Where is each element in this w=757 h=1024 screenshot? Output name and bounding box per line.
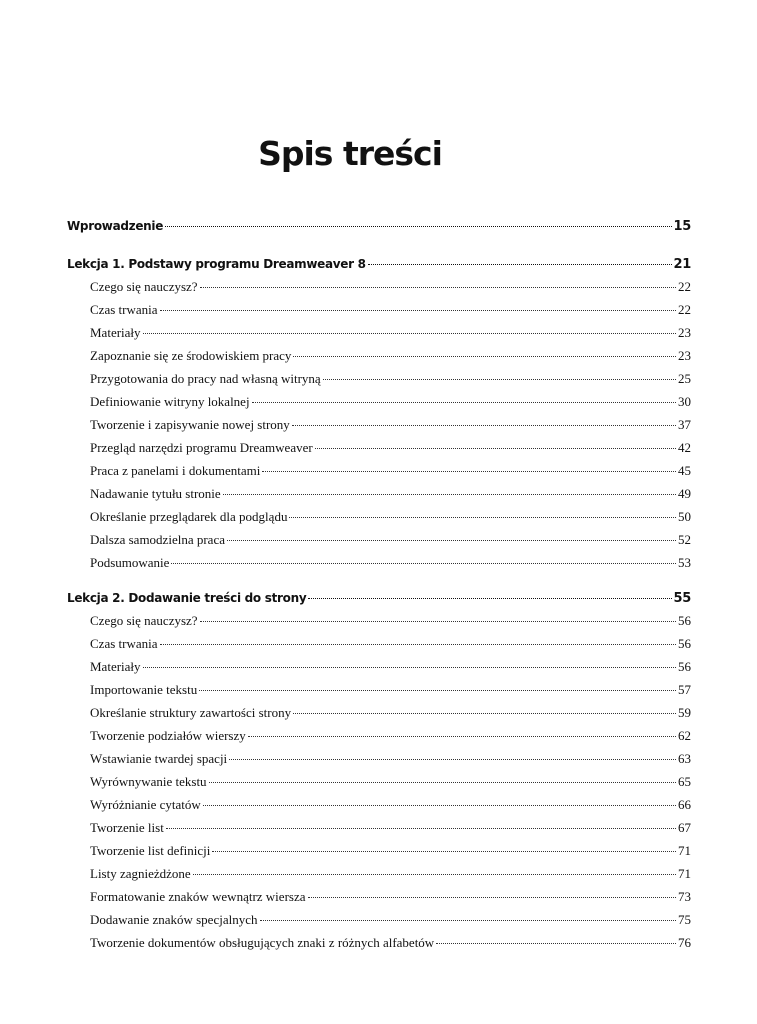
toc-entry-label: Przygotowania do pracy nad własną witryną: [90, 371, 321, 386]
toc-entry-label: Materiały: [90, 659, 141, 674]
toc-entry-page-number: 23: [678, 348, 691, 363]
toc-leader-dots: [166, 824, 676, 829]
toc-leader-dots: [165, 222, 671, 227]
toc-entry-label: Przegląd narzędzi programu Dreamweaver: [90, 440, 313, 455]
toc-entry-page-number: 22: [678, 302, 691, 317]
toc-leader-dots: [252, 398, 676, 403]
toc-section-entry[interactable]: [67, 797, 691, 813]
toc-leader-dots: [229, 755, 676, 760]
toc-leader-dots: [248, 732, 676, 737]
toc-section-entry[interactable]: [67, 889, 691, 905]
toc-entry-page-number: 76: [678, 935, 691, 950]
toc-leader-dots: [308, 893, 677, 898]
toc-section-entry[interactable]: [67, 820, 691, 836]
toc-entry-page-number: 65: [678, 774, 691, 789]
toc-entry-label: Importowanie tekstu: [90, 682, 198, 697]
toc-entry-page-number: 75: [678, 912, 691, 927]
toc-section-entry[interactable]: [67, 912, 691, 928]
toc-entry-page-number: 23: [678, 325, 691, 340]
toc-entry-page-number: 53: [678, 555, 691, 570]
toc-section-entry[interactable]: [67, 728, 691, 744]
toc-section-entry[interactable]: [67, 417, 691, 433]
toc-leader-dots: [293, 709, 676, 714]
toc-entry-label: Tworzenie list definicji: [90, 843, 211, 858]
toc-entry-page-number: 73: [678, 889, 691, 904]
toc-entry-label: Wstawianie twardej spacji: [90, 751, 228, 766]
toc-entry-label: Określanie struktury zawartości strony: [90, 705, 292, 720]
toc-entry-page-number: 22: [678, 279, 691, 294]
toc-section-entry[interactable]: [67, 843, 691, 859]
toc-entry-page-number: 57: [678, 682, 691, 697]
toc-entry-label: Czas trwania: [90, 302, 158, 317]
toc-section-entry[interactable]: [67, 613, 691, 629]
toc-leader-dots: [160, 306, 676, 311]
toc-entry-page-number: 71: [678, 866, 691, 881]
toc-leader-dots: [212, 847, 676, 852]
toc-leader-dots: [200, 617, 676, 622]
toc-entry-label: Wprowadzenie: [67, 219, 164, 233]
toc-entry-label: Tworzenie i zapisywanie nowej strony: [90, 417, 290, 432]
toc-chapter-entry[interactable]: [67, 590, 691, 607]
toc-entry-label: Określanie przeglądarek dla podglądu: [90, 509, 288, 524]
toc-leader-dots: [323, 375, 676, 380]
toc-entry-label: Podsumowanie: [90, 555, 170, 570]
toc-entry-label: Lekcja 2. Dodawanie treści do strony: [67, 591, 307, 605]
toc-entry-label: Zapoznanie się ze środowiskiem pracy: [90, 348, 292, 363]
toc-section-entry[interactable]: [67, 751, 691, 767]
page-title: Spis treści: [258, 134, 442, 173]
toc-entry-label: Wyróżnianie cytatów: [90, 797, 201, 812]
toc-leader-dots: [160, 640, 676, 645]
toc-entry-page-number: 21: [673, 257, 691, 272]
toc-entry-label: Definiowanie witryny lokalnej: [90, 394, 250, 409]
toc-entry-page-number: 71: [678, 843, 691, 858]
toc-section-entry[interactable]: [67, 394, 691, 410]
toc-section-entry[interactable]: [67, 325, 691, 341]
toc-leader-dots: [293, 352, 676, 357]
toc-section-entry[interactable]: [67, 440, 691, 456]
toc-section-entry[interactable]: [67, 302, 691, 318]
toc-section-entry[interactable]: [67, 866, 691, 882]
toc-leader-dots: [292, 421, 676, 426]
toc-section-entry[interactable]: [67, 348, 691, 364]
toc-entry-page-number: 45: [678, 463, 691, 478]
toc-leader-dots: [199, 686, 676, 691]
toc-entry-label: Dodawanie znaków specjalnych: [90, 912, 258, 927]
toc-entry-page-number: 56: [678, 659, 691, 674]
toc-leader-dots: [289, 513, 676, 518]
toc-entry-label: Materiały: [90, 325, 141, 340]
toc-entry-label: Listy zagnieżdżone: [90, 866, 191, 881]
toc-section-entry[interactable]: [67, 636, 691, 652]
toc-entry-page-number: 15: [673, 219, 691, 234]
toc-entry-page-number: 56: [678, 636, 691, 651]
toc-entry-label: Nadawanie tytułu stronie: [90, 486, 221, 501]
toc-leader-dots: [143, 663, 676, 668]
toc-leader-dots: [436, 939, 676, 944]
toc-section-entry[interactable]: [67, 279, 691, 295]
toc-leader-dots: [368, 260, 672, 265]
toc-leader-dots: [203, 801, 676, 806]
toc-section-entry[interactable]: [67, 774, 691, 790]
toc-leader-dots: [308, 594, 671, 599]
toc-leader-dots: [223, 490, 676, 495]
toc-section-entry[interactable]: [67, 935, 691, 951]
toc-entry-label: Dalsza samodzielna praca: [90, 532, 225, 547]
toc-entry-page-number: 66: [678, 797, 691, 812]
toc-leader-dots: [171, 559, 676, 564]
toc-entry-label: Wyrównywanie tekstu: [90, 774, 207, 789]
toc-leader-dots: [193, 870, 676, 875]
toc-entry-page-number: 42: [678, 440, 691, 455]
toc-chapter-entry[interactable]: [67, 218, 691, 235]
toc-leader-dots: [260, 916, 677, 921]
toc-entry-page-number: 56: [678, 613, 691, 628]
toc-leader-dots: [209, 778, 676, 783]
toc-section-entry[interactable]: [67, 555, 691, 571]
toc-chapter-entry[interactable]: [67, 256, 691, 273]
toc-entry-page-number: 62: [678, 728, 691, 743]
toc-entry-page-number: 55: [673, 591, 691, 606]
toc-section-entry[interactable]: [67, 463, 691, 479]
toc-entry-page-number: 63: [678, 751, 691, 766]
toc-section-entry[interactable]: [67, 486, 691, 502]
toc-entry-label: Lekcja 1. Podstawy programu Dreamweaver 8: [67, 257, 366, 271]
toc-entry-page-number: 67: [678, 820, 691, 835]
toc-entry-label: Tworzenie dokumentów obsługujących znaki z różnych alfabetów: [90, 935, 435, 950]
toc-section-entry[interactable]: [67, 659, 691, 675]
toc-entry-page-number: 37: [678, 417, 691, 432]
toc-entry-label: Praca z panelami i dokumentami: [90, 463, 261, 478]
toc-entry-page-number: 25: [678, 371, 691, 386]
toc-entry-page-number: 30: [678, 394, 691, 409]
toc-entry-page-number: 49: [678, 486, 691, 501]
toc-entry-page-number: 50: [678, 509, 691, 524]
toc-entry-label: Formatowanie znaków wewnątrz wiersza: [90, 889, 306, 904]
toc-entry-page-number: 52: [678, 532, 691, 547]
toc-entry-page-number: 59: [678, 705, 691, 720]
toc-leader-dots: [262, 467, 676, 472]
toc-entry-label: Czego się nauczysz?: [90, 613, 198, 628]
toc-entry-label: Tworzenie podziałów wierszy: [90, 728, 246, 743]
toc-entry-label: Tworzenie list: [90, 820, 164, 835]
toc-leader-dots: [200, 283, 676, 288]
toc-section-entry[interactable]: [67, 682, 691, 698]
toc-leader-dots: [227, 536, 676, 541]
toc-section-entry[interactable]: [67, 705, 691, 721]
toc-section-entry[interactable]: [67, 371, 691, 387]
toc-section-entry[interactable]: [67, 532, 691, 548]
toc-entry-label: Czego się nauczysz?: [90, 279, 198, 294]
toc-section-entry[interactable]: [67, 509, 691, 525]
toc-leader-dots: [315, 444, 676, 449]
toc-leader-dots: [143, 329, 676, 334]
toc-entry-label: Czas trwania: [90, 636, 158, 651]
